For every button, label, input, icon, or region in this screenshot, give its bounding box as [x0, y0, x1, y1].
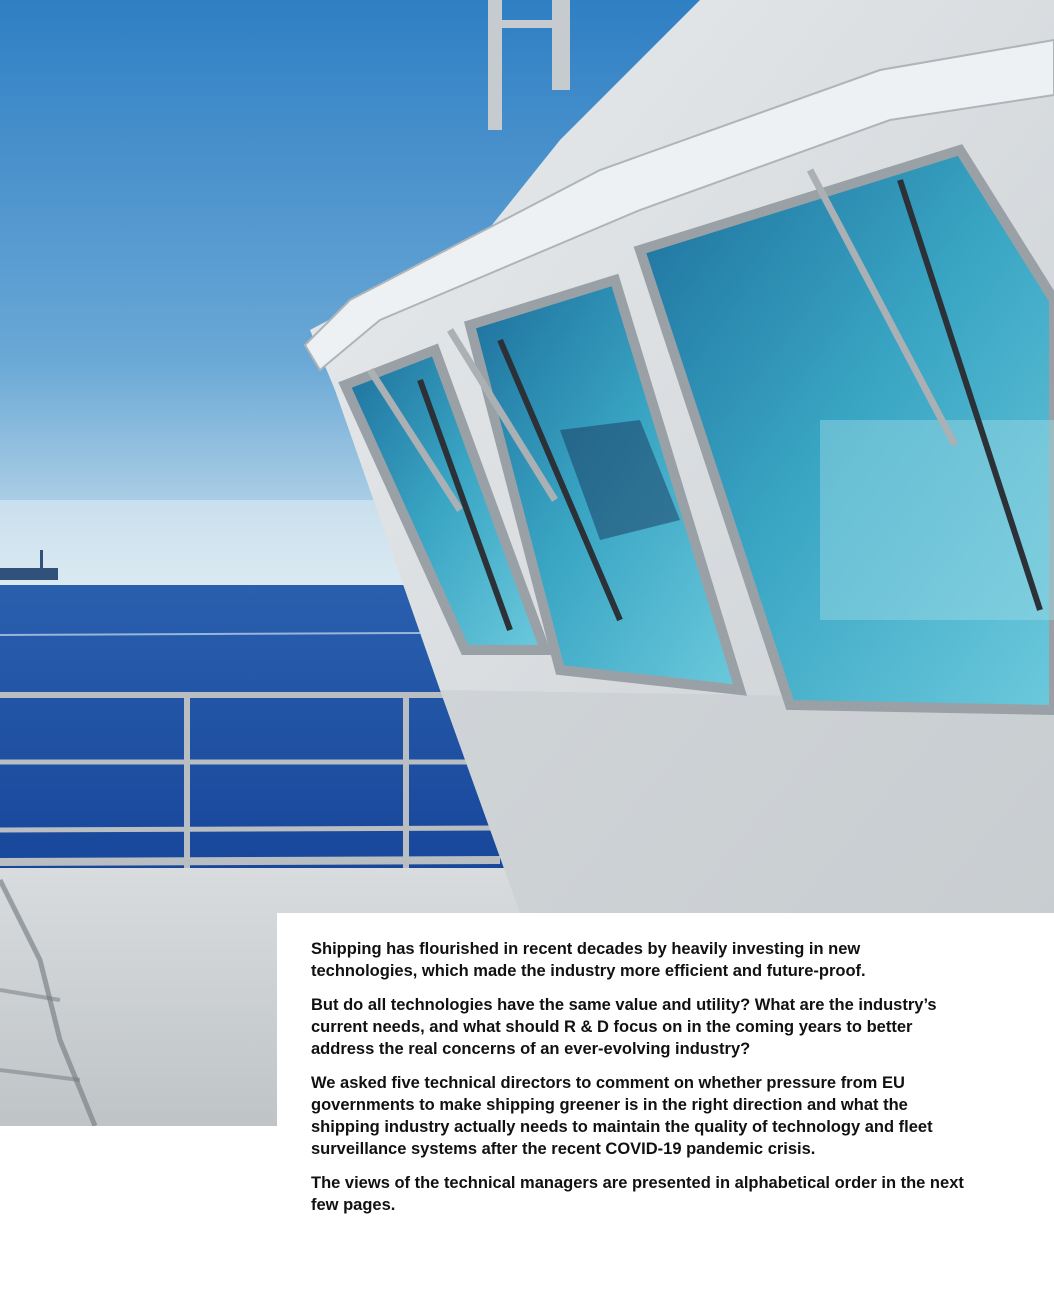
intro-paragraph-2: But do all technologies have the same value and utility? What are the industry’s current needs, and what should R & D focus on in the coming years to better address the real concerns of an ever-evolving industry?	[311, 996, 937, 1058]
intro-paragraph-1: Shipping has flourished in recent decades by heavily investing in new technologies, which made the industry more efficient and future-proof.	[311, 940, 866, 980]
intro-paragraph-3: We asked five technical directors to comment on whether pressure from EU governments to make shipping greener is in the right direction and what the shipping industry actually needs to maintain the quality of technology and fleet surveillance systems after the recent COVID-19 pandemic crisis.	[311, 1074, 933, 1158]
article-intro-text	[311, 938, 971, 1228]
article-intro-panel	[277, 913, 1054, 1291]
intro-paragraph-4: The views of the technical managers are presented in alphabetical order in the next few pages.	[311, 1174, 964, 1214]
